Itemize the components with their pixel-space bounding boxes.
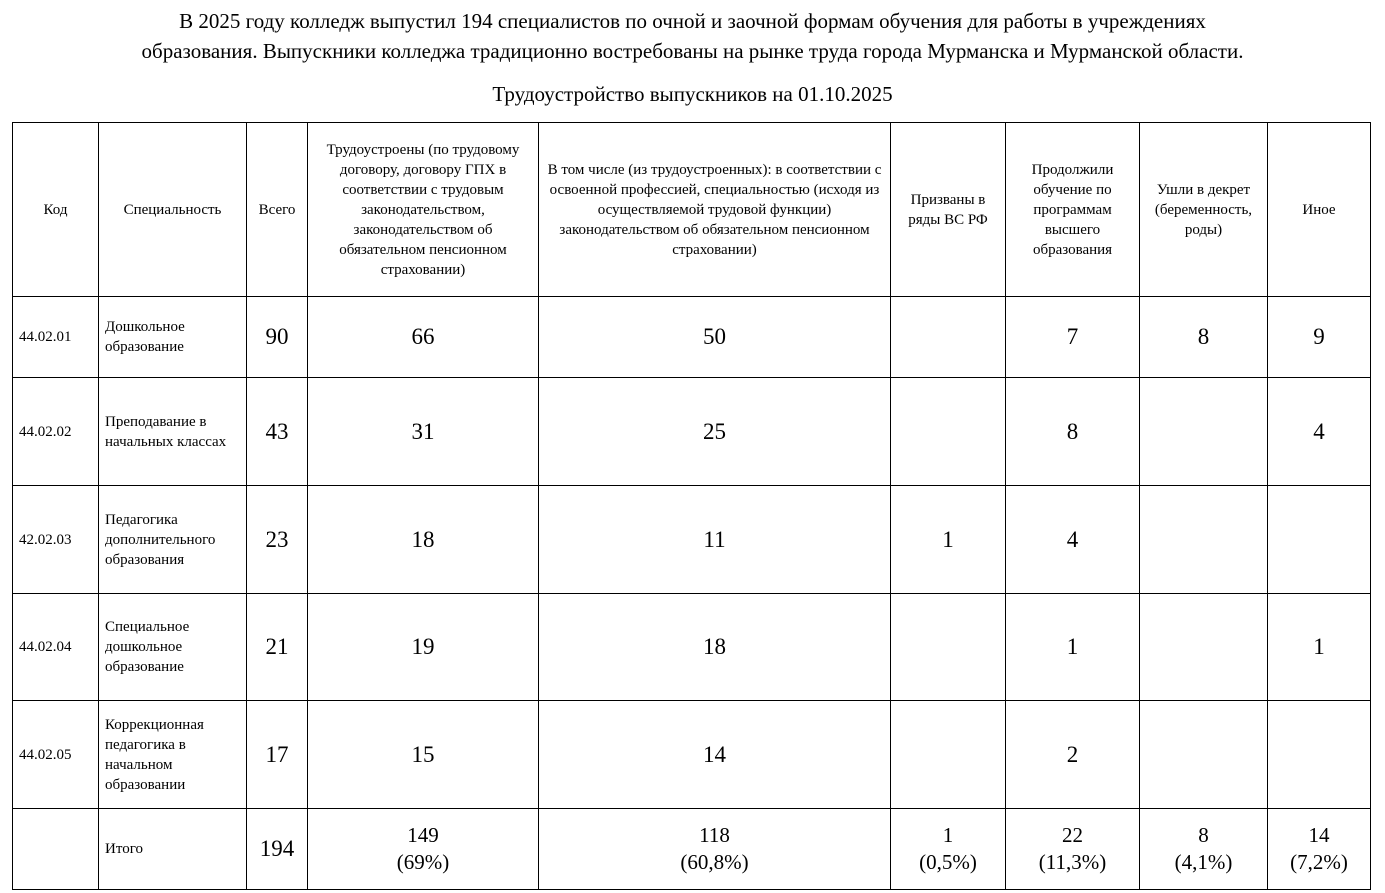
header-higher-education: Продолжили обучение по программам высшего образования (1006, 123, 1140, 297)
totals-higher-education (1006, 809, 1140, 890)
cell-in-profession: 11 (539, 486, 891, 594)
totals-row (13, 809, 1371, 890)
totals-maternity (1140, 809, 1268, 890)
totals-employed-value: 149 (407, 823, 439, 847)
cell-maternity (1140, 378, 1268, 486)
totals-total: 194 (247, 809, 308, 890)
totals-other (1268, 809, 1371, 890)
header-employed: Трудоустроены (по трудовому договору, договору ГПХ в соответствии с трудовым законодательством, законодательством об обязательном пенсионном страховании) (308, 123, 539, 297)
header-in-profession: В том числе (из трудоустроенных): в соответствии с освоенной профессией, специальностью (исходя из осуществляемой трудовой функции) законодательством об обязательном пенсионном страховании) (539, 123, 891, 297)
cell-employed: 15 (308, 701, 539, 809)
header-code: Код (13, 123, 99, 297)
table-row (13, 594, 1371, 701)
cell-higher-education: 7 (1006, 297, 1140, 378)
totals-army-percent: (0,5%) (919, 850, 977, 874)
cell-in-profession: 25 (539, 378, 891, 486)
cell-in-profession: 14 (539, 701, 891, 809)
cell-specialty: Педагогика дополнительного образования (99, 486, 247, 594)
totals-army-value: 1 (942, 823, 954, 847)
cell-code: 44.02.05 (13, 701, 99, 809)
cell-specialty: Дошкольное образование (99, 297, 247, 378)
cell-maternity: 8 (1140, 297, 1268, 378)
cell-in-profession: 50 (539, 297, 891, 378)
cell-higher-education: 4 (1006, 486, 1140, 594)
totals-in-profession-value: 118 (699, 823, 730, 847)
header-total: Всего (247, 123, 308, 297)
header-maternity: Ушли в декрет (беременность, роды) (1140, 123, 1268, 297)
cell-maternity (1140, 486, 1268, 594)
cell-other: 4 (1268, 378, 1371, 486)
cell-army: 1 (891, 486, 1006, 594)
totals-other-value: 14 (1308, 823, 1330, 847)
header-specialty: Специальность (99, 123, 247, 297)
header-army: Призваны в ряды ВС РФ (891, 123, 1006, 297)
cell-maternity (1140, 701, 1268, 809)
totals-label: Итого (99, 809, 247, 890)
cell-in-profession: 18 (539, 594, 891, 701)
cell-other (1268, 701, 1371, 809)
cell-army (891, 297, 1006, 378)
cell-other (1268, 486, 1371, 594)
header-row (13, 123, 1371, 297)
cell-maternity (1140, 594, 1268, 701)
cell-code: 44.02.02 (13, 378, 99, 486)
cell-employed: 19 (308, 594, 539, 701)
table-row (13, 486, 1371, 594)
cell-other: 9 (1268, 297, 1371, 378)
graduates-employment-table (12, 122, 1371, 890)
cell-employed: 31 (308, 378, 539, 486)
totals-employed (308, 809, 539, 890)
intro-line-1: В 2025 году колледж выпустил 194 специалистов по очной и заочной формам обучения для работы в учреждениях (179, 9, 1206, 33)
cell-specialty: Специальное дошкольное образование (99, 594, 247, 701)
cell-total: 23 (247, 486, 308, 594)
cell-higher-education: 8 (1006, 378, 1140, 486)
cell-army (891, 378, 1006, 486)
cell-code: 44.02.01 (13, 297, 99, 378)
totals-code (13, 809, 99, 890)
cell-other: 1 (1268, 594, 1371, 701)
cell-higher-education: 1 (1006, 594, 1140, 701)
totals-higher-education-value: 22 (1062, 823, 1083, 847)
totals-other-percent: (7,2%) (1290, 850, 1348, 874)
intro-line-2: образования. Выпускники колледжа традиционно востребованы на рынке труда города Мурманска и Мурманской области. (141, 39, 1244, 63)
cell-total: 43 (247, 378, 308, 486)
totals-in-profession-percent: (60,8%) (680, 850, 749, 874)
intro-paragraph (10, 6, 1375, 66)
table-row (13, 701, 1371, 809)
totals-employed-percent: (69%) (396, 850, 450, 874)
table-caption: Трудоустройство выпускников на 01.10.2025 (492, 82, 893, 106)
cell-specialty: Коррекционная педагогика в начальном образовании (99, 701, 247, 809)
cell-army (891, 594, 1006, 701)
table-row (13, 297, 1371, 378)
cell-specialty: Преподавание в начальных классах (99, 378, 247, 486)
totals-higher-education-percent: (11,3%) (1038, 850, 1107, 874)
cell-total: 17 (247, 701, 308, 809)
totals-maternity-value: 8 (1198, 823, 1209, 847)
cell-higher-education: 2 (1006, 701, 1140, 809)
totals-army (891, 809, 1006, 890)
totals-maternity-percent: (4,1%) (1174, 850, 1233, 874)
header-other: Иное (1268, 123, 1371, 297)
cell-code: 44.02.04 (13, 594, 99, 701)
table-row (13, 378, 1371, 486)
cell-employed: 66 (308, 297, 539, 378)
totals-in-profession (539, 809, 891, 890)
cell-employed: 18 (308, 486, 539, 594)
cell-code: 42.02.03 (13, 486, 99, 594)
cell-total: 21 (247, 594, 308, 701)
cell-total: 90 (247, 297, 308, 378)
cell-army (891, 701, 1006, 809)
